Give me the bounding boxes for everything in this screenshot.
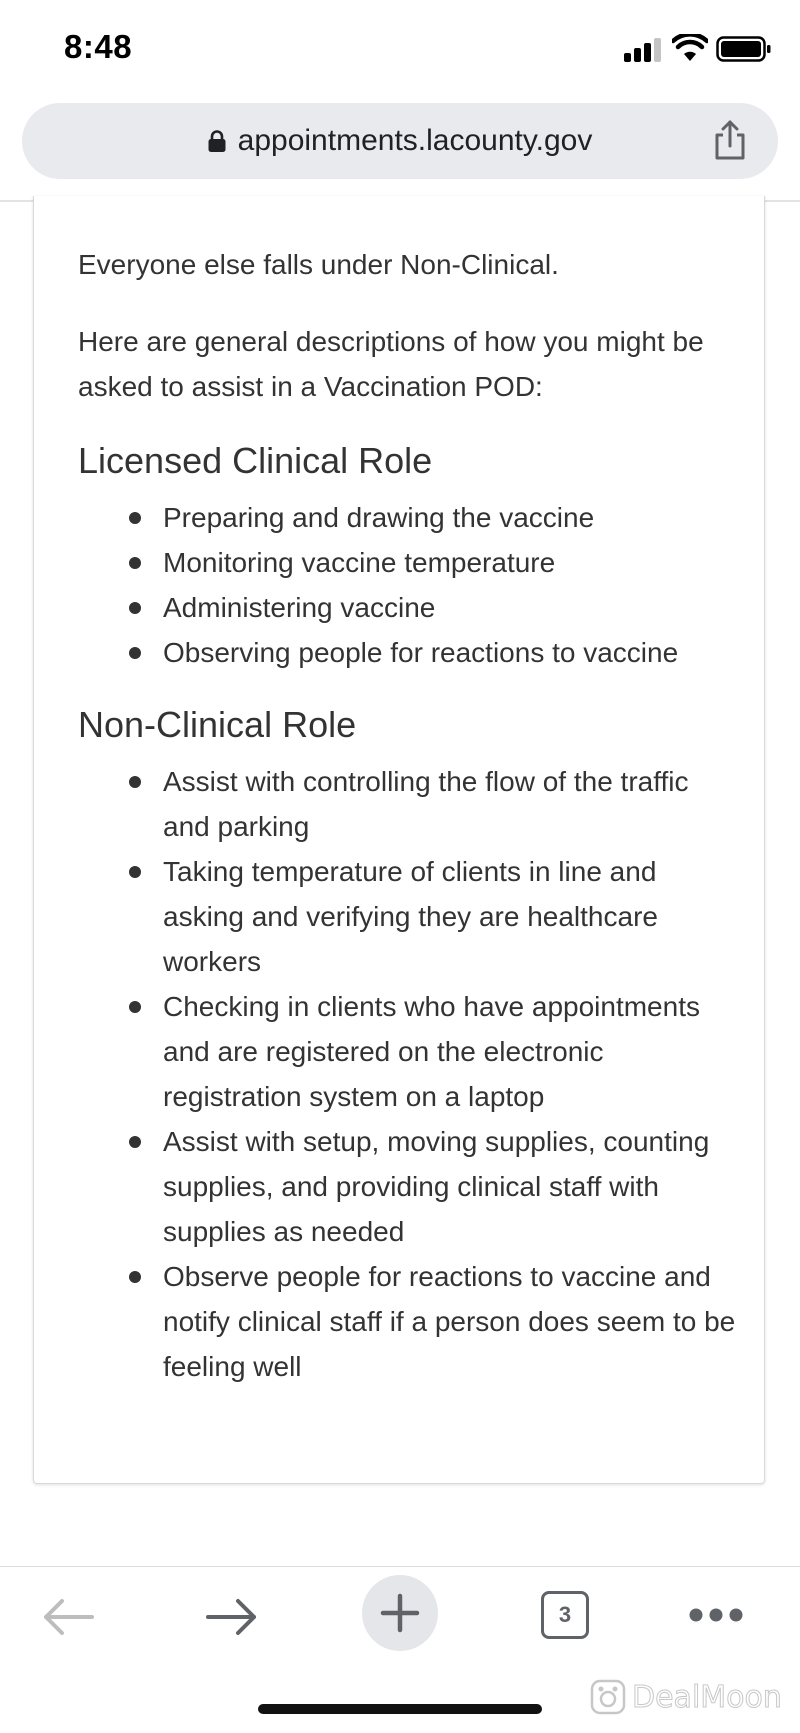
more-options-icon[interactable] <box>688 1607 744 1623</box>
non-clinical-role-heading: Non-Clinical Role <box>78 704 357 745</box>
content-card <box>33 196 765 1484</box>
list-item: Preparing and drawing the vaccine <box>163 495 738 540</box>
intro-paragraph: Everyone else falls under Non-Clinical. <box>78 249 559 280</box>
share-icon[interactable] <box>712 119 748 161</box>
home-indicator[interactable] <box>258 1704 542 1714</box>
watermark <box>590 1679 782 1715</box>
list-item: Observing people for reactions to vaccine <box>163 630 738 675</box>
url-bar[interactable] <box>22 103 778 179</box>
plus-icon <box>380 1593 420 1633</box>
non-clinical-role-list <box>78 759 738 1389</box>
back-icon[interactable] <box>42 1597 94 1637</box>
wifi-icon <box>672 34 708 62</box>
url-display[interactable] <box>22 103 778 179</box>
list-item: Observe people for reactions to vaccine and notify clinical staff if a person does seem to be feeling well <box>163 1254 738 1389</box>
list-item: Taking temperature of clients in line and asking and verifying they are healthcare workers <box>163 849 738 984</box>
watermark-logo-icon <box>590 1679 626 1715</box>
list-item: Administering vaccine <box>163 585 738 630</box>
list-item: Assist with controlling the flow of the traffic and parking <box>163 759 738 849</box>
list-item: Checking in clients who have appointments and are registered on the electronic registration system on a laptop <box>163 984 738 1119</box>
licensed-clinical-role-heading: Licensed Clinical Role <box>78 440 433 481</box>
card-body <box>78 242 738 1389</box>
cellular-signal-icon <box>624 36 664 62</box>
list-item: Monitoring vaccine temperature <box>163 540 738 585</box>
description-paragraph: Here are general descriptions of how you might be asked to assist in a Vaccination POD: <box>78 326 704 402</box>
licensed-clinical-role-list <box>78 495 738 675</box>
forward-icon[interactable] <box>206 1597 258 1637</box>
bottom-toolbar <box>0 1567 800 1667</box>
tab-switcher-button[interactable]: 3 <box>541 1591 589 1639</box>
status-bar <box>0 0 800 100</box>
lock-icon <box>208 130 226 152</box>
watermark-text: DealMoon <box>632 1679 782 1715</box>
status-time: 8:48 <box>64 28 133 65</box>
list-item: Assist with setup, moving supplies, counting supplies, and providing clinical staff with supplies as needed <box>163 1119 738 1254</box>
new-tab-button[interactable] <box>362 1575 438 1651</box>
battery-icon <box>716 36 772 62</box>
url-domain: appointments.lacounty.gov <box>237 124 593 157</box>
